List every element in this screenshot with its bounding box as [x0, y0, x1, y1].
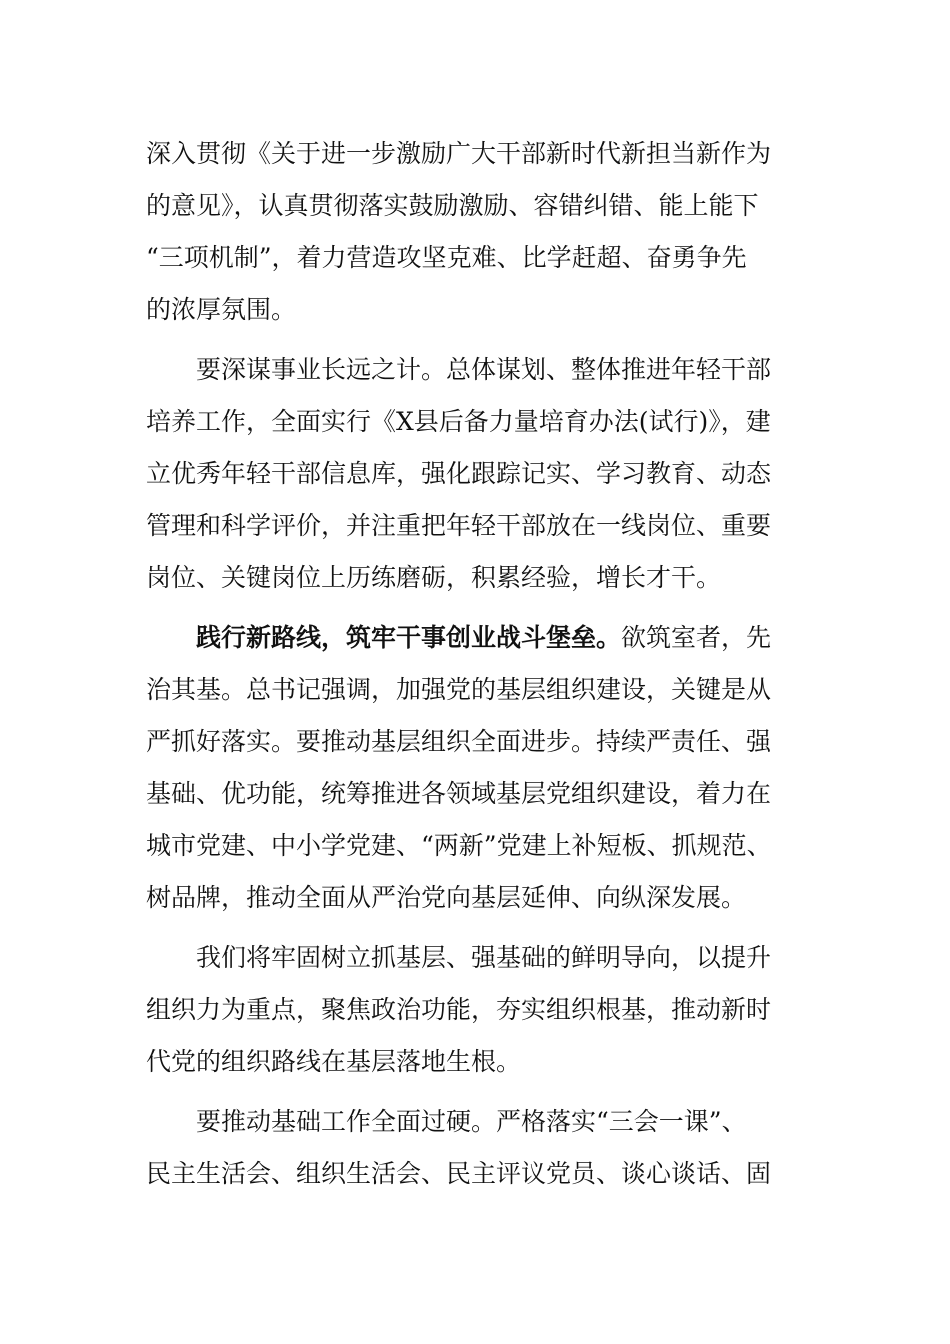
- text-line: 代党的组织路线在基层落地生根。: [146, 1047, 522, 1076]
- text-line: 立优秀年轻干部信息库，强化跟踪记实、学习教育、动态: [146, 459, 772, 488]
- paragraph-5: [146, 1096, 806, 1200]
- paragraph-1: [146, 128, 806, 336]
- text-line: 树品牌，推动全面从严治党向基层延伸、向纵深发展。: [146, 883, 747, 912]
- paragraph-3: [146, 612, 806, 924]
- text-line: [146, 612, 806, 664]
- paragraph-2: [146, 344, 806, 604]
- text-line: 培养工作，全面实行《X县后备力量培育办法(试行)》，建: [146, 407, 771, 436]
- text-line: “三项机制”，着力营造攻坚克难、比学赶超、奋勇争先: [146, 243, 747, 272]
- text-line: 的意见》，认真贯彻落实鼓励激励、容错纠错、能上能下: [146, 191, 759, 220]
- text-line: 管理和科学评价，并注重把年轻干部放在一线岗位、重要: [146, 511, 772, 540]
- text-line: 要深谋事业长远之计。总体谋划、整体推进年轻干部: [196, 355, 772, 384]
- text-line: 城市党建、中小学党建、“两新”党建上补短板、抓规范、: [146, 831, 772, 860]
- text-line: 深入贯彻《关于进一步激励广大干部新时代新担当新作为: [146, 139, 772, 168]
- lead-line-rest: 欲筑室者，先: [621, 623, 772, 652]
- text-line: 基础、优功能，统筹推进各领域基层党组织建设，着力在: [146, 779, 772, 808]
- paragraph-4: [146, 932, 806, 1088]
- text-line: 组织力为重点，聚焦政治功能，夯实组织根基，推动新时: [146, 995, 772, 1024]
- text-line: 严抓好落实。要推动基层组织全面进步。持续严责任、强: [146, 727, 772, 756]
- text-line: 岗位、关键岗位上历练磨砺，积累经验，增长才干。: [146, 563, 722, 592]
- text-line: 的浓厚氛围。: [146, 295, 297, 324]
- section-lead-heading: 践行新路线，筑牢干事创业战斗堡垒。: [196, 623, 622, 652]
- text-line: 我们将牢固树立抓基层、强基础的鲜明导向，以提升: [196, 943, 772, 972]
- text-line: 民主生活会、组织生活会、民主评议党员、谈心谈话、固: [146, 1159, 772, 1188]
- document-body: [146, 128, 806, 1200]
- text-line: 要推动基础工作全面过硬。严格落实“三会一课”、: [196, 1107, 747, 1136]
- text-line: 治其基。总书记强调，加强党的基层组织建设，关键是从: [146, 675, 772, 704]
